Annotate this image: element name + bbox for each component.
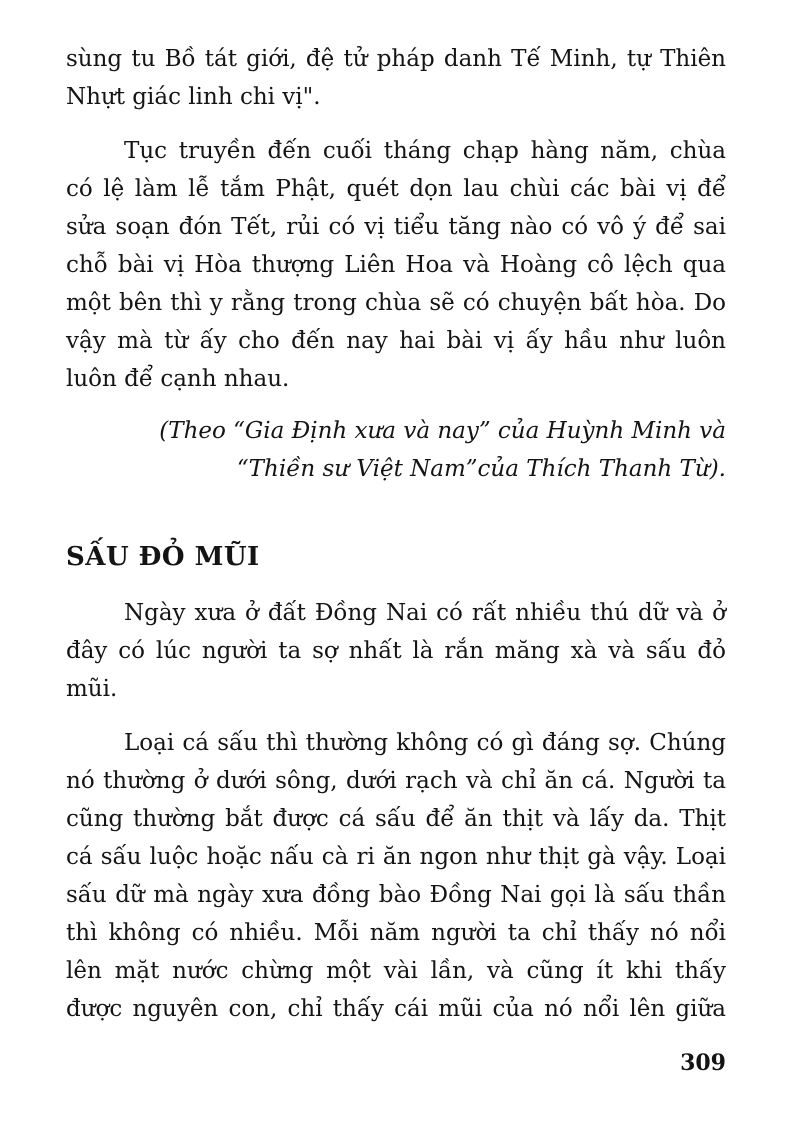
citation-line-1: (Theo “Gia Định xưa và nay” của Huỳnh Minh và <box>159 418 726 444</box>
paragraph-4-line-5: sấu dữ mà ngày xưa đồng bào Đồng Nai gọi là sấu thần <box>66 882 726 908</box>
paragraph-2-line-4: chỗ bài vị Hòa thượng Liên Hoa và Hoàng cô lệch qua <box>66 252 726 278</box>
paragraph-2-line-5: một bên thì y rằng trong chùa sẽ có chuyện bất hòa. Do <box>66 290 726 316</box>
paragraph-4-line-8: được nguyên con, chỉ thấy cái mũi của nó nổi lên giữa <box>66 996 726 1022</box>
paragraph-2-line-7: luôn để cạnh nhau. <box>66 366 290 392</box>
paragraph-4-line-2: nó thường ở dưới sông, dưới rạch và chỉ ăn cá. Người ta <box>66 768 726 794</box>
paragraph-4-line-4: cá sấu luộc hoặc nấu cà ri ăn ngon như thịt gà vậy. Loại <box>66 844 726 870</box>
paragraph-1-line-1: sùng tu Bồ tát giới, đệ tử pháp danh Tế Minh, tự Thiên <box>66 46 726 72</box>
book-page <box>66 40 726 1090</box>
citation-line-2: “Thiền sư Việt Nam”của Thích Thanh Từ). <box>236 456 726 482</box>
paragraph-1-line-2: Nhựt giác linh chi vị". <box>66 84 321 110</box>
paragraph-2-line-6: vậy mà từ ấy cho đến nay hai bài vị ấy hầu như luôn <box>66 328 726 354</box>
paragraph-4-line-3: cũng thường bắt được cá sấu để ăn thịt và lấy da. Thịt <box>66 806 726 832</box>
paragraph-4-line-7: lên mặt nước chừng một vài lần, và cũng ít khi thấy <box>66 958 726 984</box>
paragraph-4-line-6: thì không có nhiều. Mỗi năm người ta chỉ thấy nó nổi <box>66 920 726 946</box>
paragraph-2-line-3: sửa soạn đón Tết, rủi có vị tiểu tăng nào có vô ý để sai <box>66 214 726 240</box>
paragraph-2-line-1: Tục truyền đến cuối tháng chạp hàng năm, chùa <box>124 138 726 164</box>
paragraph-3-line-2: đây có lúc người ta sợ nhất là rắn măng xà và sấu đỏ <box>66 638 726 664</box>
page-number: 309 <box>680 1050 726 1076</box>
paragraph-3-line-3: mũi. <box>66 676 118 702</box>
paragraph-4-line-1: Loại cá sấu thì thường không có gì đáng sợ. Chúng <box>124 730 726 756</box>
section-heading: SẤU ĐỎ MŨI <box>66 542 260 572</box>
paragraph-2-line-2: có lệ làm lễ tắm Phật, quét dọn lau chùi các bài vị để <box>66 176 726 202</box>
paragraph-3-line-1: Ngày xưa ở đất Đồng Nai có rất nhiều thú dữ và ở <box>124 600 726 626</box>
